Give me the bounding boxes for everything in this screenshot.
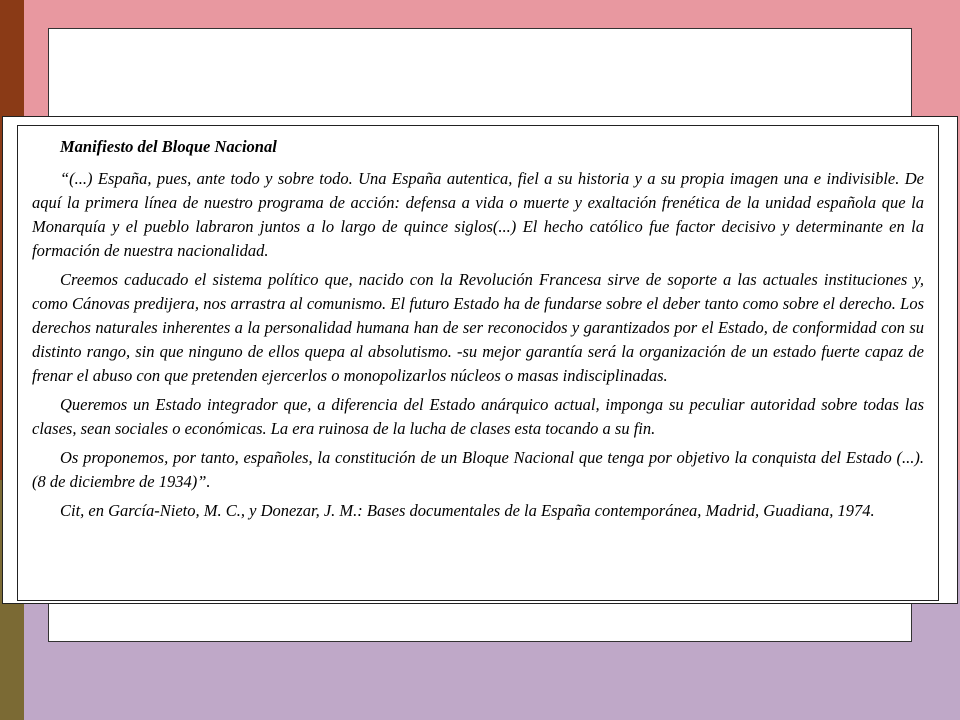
document-text-box (17, 125, 939, 601)
document-paragraph: Os proponemos, por tanto, españoles, la constitución de un Bloque Nacional que tenga por objetivo la conquista del Estado (...). (8 de diciembre de 1934)”. (32, 448, 924, 491)
document-paragraph: Queremos un Estado integrador que, a diferencia del Estado anárquico actual, imponga su peculiar autoridad sobre todas las clases, sean sociales o económicas. La era ruinosa de la lucha de clases esta tocando a su fin. (32, 395, 924, 438)
document-paragraph: Creemos caducado el sistema político que, nacido con la Revolución Francesa sirve de soporte a las actuales instituciones y, como Cánovas predijera, nos arrastra al comunismo. El futuro Estado ha de fundarse sobre el deber tanto como sobre el derecho. Los derechos naturales inherentes a la personalidad humana han de ser reconocidos y garantizados por el Estado, de conformidad con su distinto rango, sin que ninguno de ellos quepa al absolutismo. -su mejor garantía será la organización de un estado fuerte capaz de frenar el abuso con que pretenden ejercerlos o monopolizarlos núcleos o masas indisciplinadas. (32, 270, 924, 385)
document-paragraph: “(...) España, pues, ante todo y sobre todo. Una España autentica, fiel a su historia y a su propia imagen una e indivisible. De aquí la primera línea de nuestro programa de acción: defensa a vida o muerte y exaltación frenética de la unidad española que la Monarquía y el pueblo labraron juntos a lo largo de quince siglos(...) El hecho católico fue factor decisivo y determinante en la formación de nuestra nacionalidad. (32, 169, 924, 260)
document-title: Manifiesto del Bloque Nacional (60, 137, 277, 156)
document-citation: Cit, en García-Nieto, M. C., y Donezar, J. M.: Bases documentales de la España contemporánea, Madrid, Guadiana, 1974. (60, 501, 875, 520)
